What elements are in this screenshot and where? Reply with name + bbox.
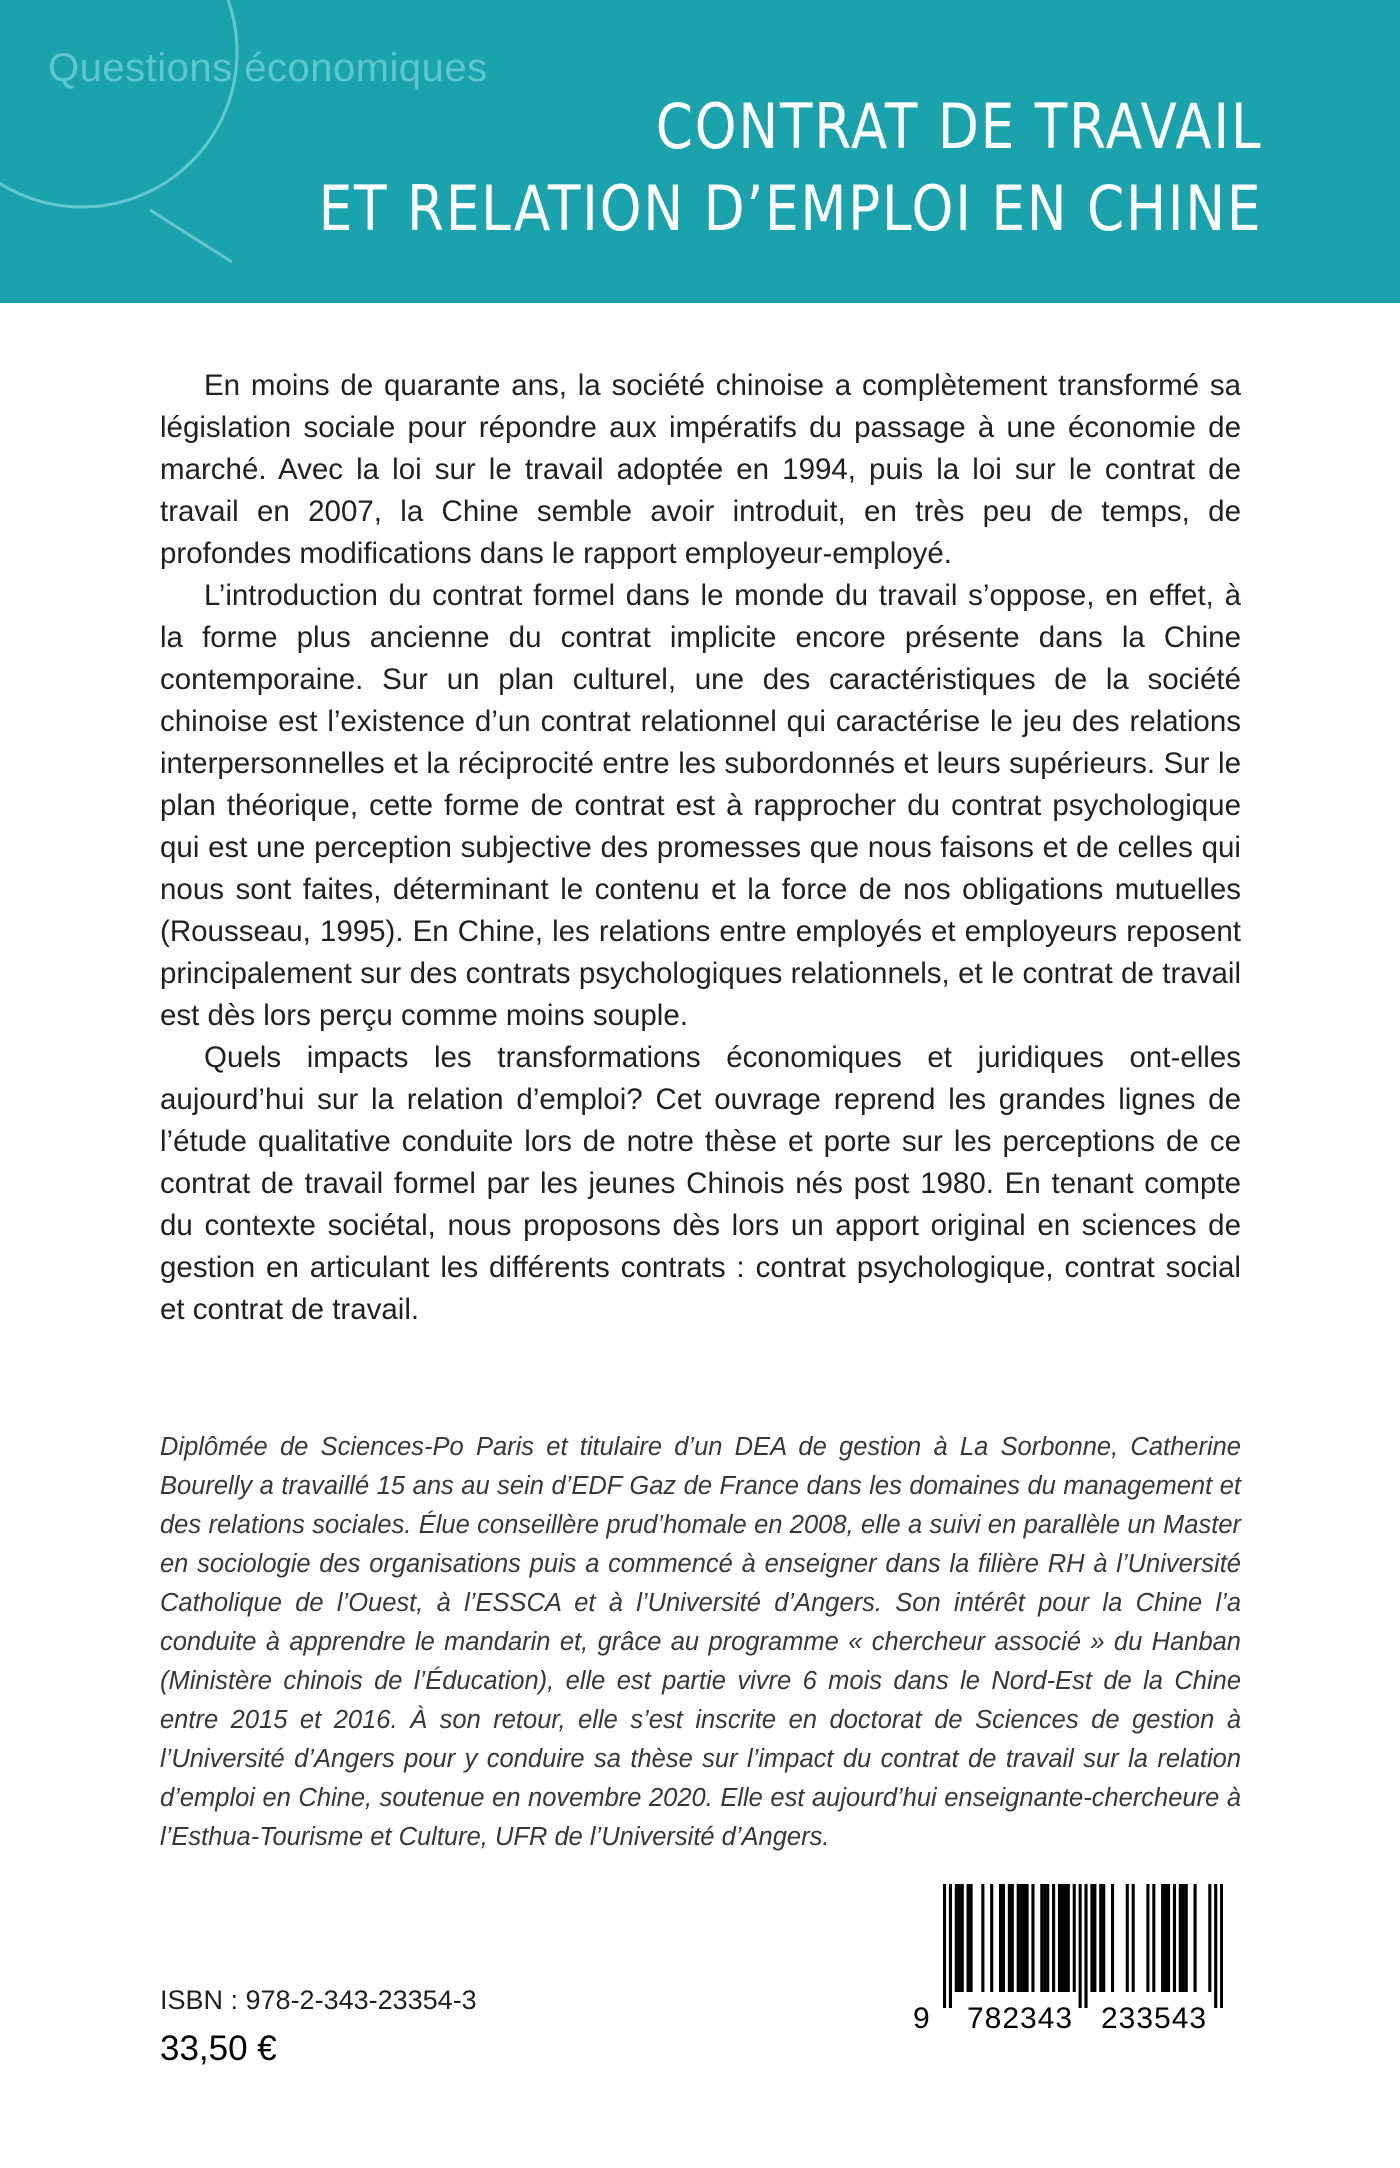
barcode-bar bbox=[1079, 1884, 1082, 2008]
barcode-bar bbox=[1020, 1884, 1023, 1992]
barcode-bar bbox=[949, 1884, 952, 2008]
barcode-bar bbox=[1046, 1884, 1049, 1992]
barcode-bar bbox=[1064, 1884, 1067, 1992]
barcode-bar bbox=[1132, 1884, 1135, 1992]
barcode-bar bbox=[1214, 1884, 1217, 2008]
barcode-bar bbox=[1061, 1884, 1064, 1992]
summary-paragraph: Quels impacts les transformations économiques et juridiques ont-elles aujourd’hui sur la relation d’emploi? Cet ouvrage reprend les grandes lignes de l’étude qualitative conduite lors de notre thèse et porte sur les perceptions de ce contrat de travail formel par les jeunes Chinois nés post 1980. En tenant compte du contexte sociétal, nous proposons dès lors un apport original en sciences de gestion en articulant les différents contrats : contrat psychologique, contrat social et contrat de travail. bbox=[160, 1041, 1241, 1326]
barcode-bar bbox=[1182, 1884, 1185, 1992]
barcode-bar bbox=[1043, 1884, 1046, 1992]
barcode-bar bbox=[1167, 1884, 1170, 1992]
barcode-left-digits: 782343 bbox=[967, 2002, 1074, 2035]
barcode-right-digits: 233543 bbox=[1101, 2002, 1208, 2035]
barcode-bar bbox=[1093, 1884, 1096, 1992]
summary-text bbox=[160, 365, 1241, 1331]
barcode-bar bbox=[1052, 1884, 1055, 1992]
barcode-bar bbox=[1031, 1884, 1034, 1992]
barcode-bar bbox=[990, 1884, 993, 1992]
barcode-bar bbox=[981, 1884, 984, 1992]
barcode bbox=[905, 1878, 1240, 2038]
isbn: ISBN : 978-2-343-23354-3 bbox=[160, 1985, 477, 2015]
book-title-line-1: CONTRAT DE TRAVAIL bbox=[655, 90, 1262, 163]
barcode-bar bbox=[958, 1884, 961, 1992]
barcode-bar bbox=[1102, 1884, 1105, 1992]
series-name: Questions économiques bbox=[48, 46, 488, 90]
header-band bbox=[0, 0, 1400, 303]
summary-paragraph: L’introduction du contrat formel dans le monde du travail s’oppose, en effet, à la forme plus ancienne du contrat implicite encore présente dans la Chine contemporaine. Sur un plan culturel, une des caractéristiques de la société chinoise est l’existence d’un contrat relationnel qui caractérise le jeu des relations interpersonnelles et la réciprocité entre les subordonnés et leurs supérieurs. Sur le plan théorique, cette forme de contrat est à rapprocher du contrat psychologique qui est une perception subjective des promesses que nous faisons et de celles qui nous sont faites, déterminant le contenu et la force de nos obligations mutuelles (Rousseau, 1995). En Chine, les relations entre employés et employeurs reposent principalement sur des contrats psychologiques relationnels, et le contrat de travail est dès lors perçu comme moins souple. bbox=[160, 579, 1241, 1032]
barcode-bar bbox=[1058, 1884, 1061, 1992]
barcode-bar bbox=[1146, 1884, 1149, 1992]
barcode-bar bbox=[1179, 1884, 1182, 1992]
barcode-bar bbox=[1073, 1884, 1076, 1992]
barcode-bar bbox=[999, 1884, 1002, 1992]
barcode-bar bbox=[1011, 1884, 1014, 1992]
barcode-bar bbox=[1099, 1884, 1102, 1992]
barcode-bar bbox=[1002, 1884, 1005, 1992]
summary-paragraph: En moins de quarante ans, la société chinoise a complètement transformé sa législation sociale pour répondre aux impératifs du passage à une économie de marché. Avec la loi sur le travail adoptée en 1994, puis la loi sur le contrat de travail en 2007, la Chine semble avoir introduit, en très peu de temps, de profondes modifications dans le rapport employeur-employé. bbox=[160, 369, 1241, 570]
barcode-bar bbox=[1173, 1884, 1176, 1992]
barcode-bar bbox=[1067, 1884, 1070, 1992]
barcode-bar bbox=[1026, 1884, 1029, 1992]
book-title-line-2: ET RELATION D’EMPLOI EN CHINE bbox=[318, 172, 1262, 245]
barcode-bar bbox=[1164, 1884, 1167, 1992]
barcode-bar bbox=[1008, 1884, 1011, 1992]
barcode-bar bbox=[1090, 1884, 1093, 1992]
barcode-first-digit: 9 bbox=[913, 2002, 930, 2035]
barcode-bar bbox=[1023, 1884, 1026, 1992]
barcode-bar bbox=[1152, 1884, 1155, 1992]
barcode-bar bbox=[1126, 1884, 1129, 1992]
barcode-bar bbox=[1040, 1884, 1043, 1992]
barcode-bar bbox=[1185, 1884, 1188, 1992]
barcode-bar bbox=[1161, 1884, 1164, 1992]
barcode-bar bbox=[955, 1884, 958, 1992]
barcode-bar bbox=[970, 1884, 973, 1992]
barcode-bar bbox=[1208, 1884, 1211, 1992]
barcode-bar bbox=[1194, 1884, 1197, 1992]
barcode-bar bbox=[967, 1884, 970, 1992]
barcode-bar bbox=[1220, 1884, 1223, 2008]
barcode-bar bbox=[1017, 1884, 1020, 1992]
barcode-bar bbox=[1111, 1884, 1114, 1992]
barcode-bar bbox=[943, 1884, 946, 2008]
ean13-barcode-icon bbox=[943, 1884, 1223, 2008]
price: 33,50 € bbox=[160, 2029, 277, 2068]
barcode-bar bbox=[961, 1884, 964, 1992]
barcode-digits bbox=[905, 2002, 1240, 2038]
author-bio: Diplômée de Sciences-Po Paris et titulaire d’un DEA de gestion à La Sorbonne, Catherine Bourelly a travaillé 15 ans au sein d’EDF Gaz de France dans les domaines du management et des relations sociales. Élue conseillère prud’homale en 2008, elle a suivi en parallèle un Master en sociologie des organisations puis a commencé à enseigner dans la filière RH à l’Université Catholique de l’Ouest, à l’ESSCA et à l’Université d’Angers. Son intérêt pour la Chine l’a conduite à apprendre le mandarin et, grâce au programme « chercheur associé » du Hanban (Ministère chinois de l’Éducation), elle est partie vivre 6 mois dans le Nord-Est de la Chine entre 2015 et 2016. À son retour, elle s’est inscrite en doctorat de Sciences de gestion à l’Université d’Angers pour y conduire sa thèse sur l’impact du contrat de travail sur la relation d’emploi en Chine, soutenue en novembre 2020. Elle est aujourd’hui enseignante-chercheure à l’Esthua-Tourisme et Culture, UFR de l’Université d’Angers. bbox=[160, 1433, 1241, 1851]
book-title bbox=[318, 86, 1262, 250]
barcode-bar bbox=[1084, 1884, 1087, 2008]
